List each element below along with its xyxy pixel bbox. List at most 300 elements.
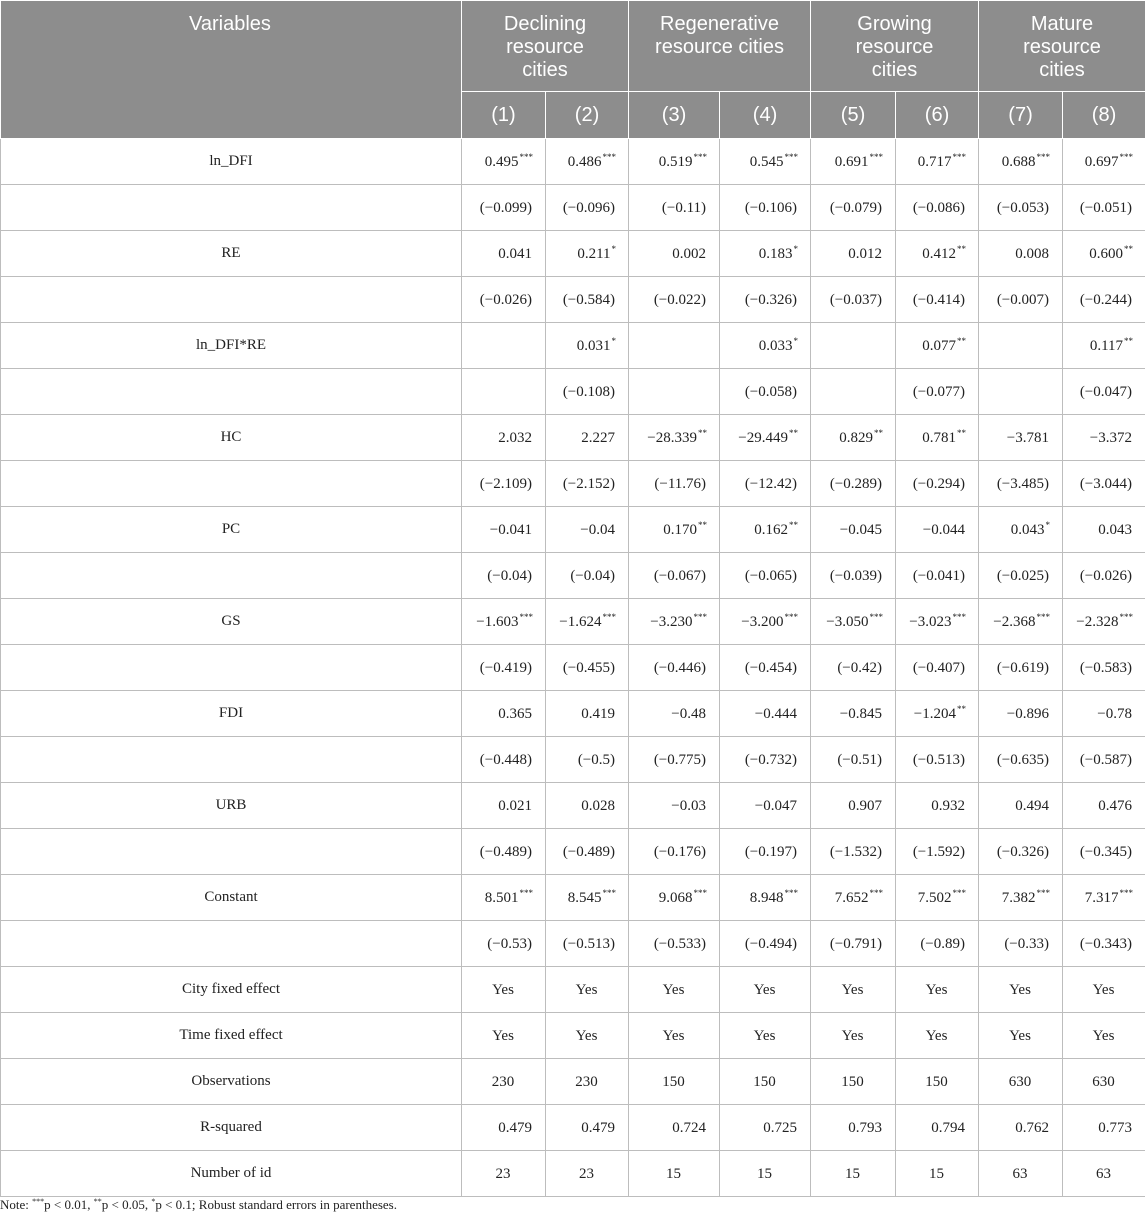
cell-value: Yes [575,1028,598,1044]
cell-value: (−0.345) [1079,844,1133,860]
row-label: RE [1,231,462,277]
table-cell [720,737,811,783]
cell-value: −0.845 [839,706,883,722]
cell-value: 0.486 [567,154,602,170]
cell-value: (−0.294) [912,476,966,492]
cell-value: 0.419 [581,706,616,722]
table-cell [546,1105,629,1151]
significance-stars: ** [1124,244,1134,254]
table-cell [629,1059,720,1105]
table-cell [629,829,720,875]
table-cell [629,783,720,829]
cell-value: 0.829 [839,430,874,446]
cell-value: 0.519 [658,154,693,170]
table-cell [1063,967,1145,1013]
table-row [1,231,1145,277]
cell-value: 7.502 [917,890,952,906]
cell-value: (−0.096) [562,200,616,216]
table-cell [720,691,811,737]
row-label [1,829,462,875]
cell-value: (−0.037) [829,292,883,308]
table-cell [546,507,629,553]
table-cell [811,1151,896,1197]
table-cell [896,783,979,829]
cell-value: 63 [1012,1166,1028,1182]
cell-value: (−0.067) [653,568,707,584]
cell-value: (−0.513) [562,936,616,952]
cell-value: 0.479 [498,1120,532,1136]
table-cell [979,921,1063,967]
group-header-growing [811,1,979,92]
table-cell [720,829,811,875]
row-label: City fixed effect [1,967,462,1013]
table-cell [896,599,979,645]
cell-value: −1.204 [913,706,957,722]
row-label: Observations [1,1059,462,1105]
table-cell [979,599,1063,645]
significance-stars: *** [1119,612,1134,622]
table-cell [462,875,546,921]
table-cell [629,507,720,553]
cell-value: −3.372 [1089,430,1133,446]
cell-value: −0.044 [922,522,966,538]
column-header: (5) [811,92,896,139]
table-cell [1063,231,1145,277]
column-header: (3) [629,92,720,139]
table-cell [629,921,720,967]
table-cell [462,185,546,231]
group-header-line: Regenerative [660,13,779,35]
variables-header: Variables [1,1,462,139]
table-row [1,1151,1145,1197]
table-cell [546,1059,629,1105]
table-cell [462,369,546,415]
cell-value: 0.932 [931,798,966,814]
note-star: * [151,1197,156,1206]
table-cell [979,691,1063,737]
table-row [1,645,1145,691]
table-cell [546,967,629,1013]
row-label: R-squared [1,1105,462,1151]
row-label: GS [1,599,462,645]
table-cell [979,139,1063,185]
table-row [1,323,1145,369]
table-cell [811,829,896,875]
significance-stars: * [793,244,799,254]
cell-value: 0.691 [834,154,869,170]
table-row [1,185,1145,231]
row-label [1,737,462,783]
cell-value: −0.041 [489,522,532,538]
cell-value: 2.227 [581,430,616,446]
cell-value: 0.170 [663,522,698,538]
cell-value: 0.545 [749,154,784,170]
table-cell [629,415,720,461]
table-row [1,415,1145,461]
table-cell [811,185,896,231]
cell-value: 0.002 [672,246,707,262]
table-cell [1063,185,1145,231]
significance-stars: *** [519,612,533,622]
table-cell [720,645,811,691]
significance-stars: * [611,244,617,254]
table-cell [462,645,546,691]
cell-value: 7.652 [834,890,869,906]
table-cell [896,1105,979,1151]
table-cell [896,1013,979,1059]
significance-stars: *** [602,612,617,622]
table-cell [1063,1013,1145,1059]
table-cell [979,185,1063,231]
cell-value: (−0.079) [829,200,883,216]
cell-value: 0.688 [1001,154,1036,170]
table-cell [979,323,1063,369]
table-note [0,1197,397,1213]
table-cell [546,599,629,645]
table-cell [546,139,629,185]
cell-value: 0.365 [498,706,532,722]
cell-value: 630 [1092,1074,1115,1090]
table-cell [462,737,546,783]
table-cell [462,415,546,461]
cell-value: Yes [841,982,864,998]
cell-value: (−0.099) [479,200,532,216]
table-cell [546,1013,629,1059]
table-row [1,461,1145,507]
group-header-line: resource [855,36,934,58]
significance-stars: *** [1119,888,1134,898]
cell-value: Yes [1092,982,1115,998]
table-cell [546,783,629,829]
table-cell [896,461,979,507]
significance-stars: *** [784,612,799,622]
cell-value: 0.725 [763,1120,798,1136]
table-cell [462,921,546,967]
table-cell [720,967,811,1013]
table-cell [979,1151,1063,1197]
table-cell [720,553,811,599]
table-cell [896,185,979,231]
cell-value: (−0.326) [744,292,798,308]
table-cell [896,829,979,875]
significance-stars: *** [869,152,884,162]
column-header: (7) [979,92,1063,139]
cell-value: (−0.289) [829,476,883,492]
table-cell [979,1105,1063,1151]
cell-value: 230 [575,1074,598,1090]
table-body [1,139,1145,1197]
significance-stars: * [611,336,617,346]
significance-stars: *** [602,152,617,162]
significance-stars: * [793,336,799,346]
group-header-declining [462,1,629,92]
cell-value: 15 [666,1166,682,1182]
cell-value: −0.045 [839,522,883,538]
cell-value: 630 [1008,1074,1032,1090]
table-cell [720,599,811,645]
table-cell [1063,921,1145,967]
table-cell [1063,737,1145,783]
table-cell [811,553,896,599]
group-header-regenerative [629,1,811,92]
table-cell [896,737,979,783]
table-cell [1063,645,1145,691]
table-row [1,507,1145,553]
table-row [1,875,1145,921]
table-row [1,1059,1145,1105]
cell-value: Yes [925,982,948,998]
cell-value: 23 [579,1166,594,1182]
cell-value: (−0.732) [744,752,798,768]
row-label [1,553,462,599]
cell-value: −3.023 [909,614,952,630]
cell-value: (−0.04) [570,568,616,584]
cell-value: 0.021 [498,798,532,814]
table-cell [462,323,546,369]
cell-value: 0.077 [922,338,957,354]
table-cell [462,1013,546,1059]
cell-value: 2.032 [498,430,532,446]
cell-value: 0.028 [581,798,616,814]
cell-value: Yes [575,982,598,998]
cell-value: 0.773 [1098,1120,1133,1136]
cell-value: 0.008 [1015,246,1050,262]
table-cell [1063,553,1145,599]
cell-value: (−0.583) [1079,660,1133,676]
cell-value: 8.501 [484,890,519,906]
row-label [1,921,462,967]
table-cell [720,415,811,461]
table-cell [720,507,811,553]
table-cell [979,415,1063,461]
table-cell [629,553,720,599]
table-cell [462,277,546,323]
table-cell [720,783,811,829]
cell-value: (−0.454) [744,660,798,676]
cell-value: 0.907 [848,798,883,814]
table-cell [546,415,629,461]
significance-stars: *** [952,152,967,162]
significance-stars: *** [952,888,967,898]
table-cell [546,277,629,323]
cell-value: (−0.026) [1079,568,1133,584]
table-cell [546,921,629,967]
significance-stars: *** [784,888,799,898]
cell-value: 0.031 [576,338,611,354]
cell-value: 63 [1096,1166,1112,1182]
table-cell [629,277,720,323]
cell-value: −3.230 [650,614,693,630]
cell-value: (−0.419) [479,660,532,676]
header-group-row [1,1,1145,92]
cell-value: Yes [925,1028,948,1044]
table-cell [546,691,629,737]
note-text: p < 0.05, [101,1197,152,1212]
cell-value: −0.896 [1006,706,1050,722]
cell-value: (−0.533) [653,936,707,952]
cell-value: Yes [753,982,776,998]
cell-value: −3.781 [1006,430,1050,446]
cell-value: (−0.026) [479,292,532,308]
cell-value: (−0.42) [837,660,883,676]
table-cell [896,553,979,599]
table-cell [720,185,811,231]
cell-value: (−0.33) [1004,936,1050,952]
cell-value: (−1.592) [912,844,966,860]
table-cell [1063,599,1145,645]
group-header-line: cities [871,59,918,81]
row-label [1,277,462,323]
group-header-line: Growing [857,13,932,35]
table-cell [720,323,811,369]
table-cell [629,1013,720,1059]
cell-value: (−0.106) [744,200,798,216]
table-cell [1063,783,1145,829]
table-cell [629,1151,720,1197]
table-row [1,967,1145,1013]
table-cell [462,691,546,737]
cell-value: (−0.047) [1079,384,1133,400]
table-cell [896,1059,979,1105]
cell-value: −3.050 [826,614,869,630]
row-label: Number of id [1,1151,462,1197]
cell-value: 0.043 [1098,522,1133,538]
table-cell [720,369,811,415]
table-cell [1063,369,1145,415]
table-cell [546,369,629,415]
row-label: PC [1,507,462,553]
cell-value: (−0.197) [744,844,798,860]
table-cell [462,231,546,277]
cell-value: −2.368 [993,614,1036,630]
table-cell [811,369,896,415]
group-header-mature [979,1,1145,92]
cell-value: 15 [929,1166,945,1182]
cell-value: (−0.446) [653,660,707,676]
table-cell [896,323,979,369]
cell-value: (−0.176) [653,844,707,860]
cell-value: −0.78 [1097,706,1133,722]
group-header-line: resource [1023,36,1101,58]
cell-value: 0.041 [498,246,532,262]
significance-stars: *** [693,152,708,162]
table-cell [811,323,896,369]
cell-value: (−0.058) [744,384,798,400]
table-cell [1063,507,1145,553]
row-label: ln_DFI*RE [1,323,462,369]
cell-value: (−11.76) [654,476,707,492]
cell-value: (−0.022) [653,292,707,308]
table-cell [896,875,979,921]
row-label [1,645,462,691]
table-cell [811,231,896,277]
row-label: Constant [1,875,462,921]
table-row [1,1105,1145,1151]
column-header: (6) [896,92,979,139]
table-cell [811,139,896,185]
cell-value: (−0.775) [653,752,707,768]
cell-value: 0.794 [931,1120,966,1136]
table-cell [720,1059,811,1105]
table-row [1,369,1145,415]
table-cell [1063,691,1145,737]
table-cell [629,323,720,369]
note-text: p < 0.1; Robust standard errors in parentheses. [155,1197,397,1212]
table-cell [720,461,811,507]
table-cell [546,231,629,277]
cell-value: 8.948 [749,890,784,906]
column-header: (4) [720,92,811,139]
significance-stars: ** [698,520,708,530]
cell-value: (−0.89) [920,936,966,952]
table-cell [546,323,629,369]
table-cell [811,967,896,1013]
significance-stars: *** [869,612,884,622]
cell-value: (−0.04) [487,568,532,584]
group-header-line: Declining [503,13,587,35]
table-header [1,1,1145,139]
cell-value: Yes [662,982,685,998]
cell-value: (−0.494) [744,936,798,952]
cell-value: 0.162 [754,522,789,538]
cell-value: (−2.152) [562,476,616,492]
table-cell [979,507,1063,553]
significance-stars: ** [957,704,967,714]
cell-value: (−0.489) [479,844,532,860]
table-cell [720,921,811,967]
cell-value: (−12.42) [744,476,798,492]
cell-value: (−0.039) [829,568,883,584]
table-cell [811,599,896,645]
significance-stars: *** [693,888,708,898]
table-cell [979,231,1063,277]
table-cell [811,1105,896,1151]
table-cell [546,875,629,921]
significance-stars: ** [957,336,967,346]
table-row [1,553,1145,599]
table-cell [1063,1105,1145,1151]
cell-value: −0.04 [580,522,616,538]
cell-value: 0.033 [758,338,793,354]
table-cell [720,875,811,921]
table-cell [720,1013,811,1059]
cell-value: −1.624 [559,614,602,630]
cell-value: 0.412 [922,246,957,262]
cell-value: 7.317 [1084,890,1119,906]
cell-value: −2.328 [1076,614,1119,630]
table-cell [896,415,979,461]
table-cell [811,507,896,553]
table-cell [546,553,629,599]
table-cell [720,1105,811,1151]
cell-value: (−0.407) [912,660,966,676]
cell-value: (−0.619) [996,660,1050,676]
cell-value: (−3.485) [996,476,1050,492]
table-row [1,1013,1145,1059]
table-cell [896,967,979,1013]
table-cell [811,461,896,507]
table-row [1,737,1145,783]
table-cell [629,461,720,507]
cell-value: Yes [1009,1028,1031,1044]
cell-value: (−1.532) [829,844,883,860]
table-cell [896,139,979,185]
row-label: FDI [1,691,462,737]
table-cell [462,139,546,185]
cell-value: (−0.587) [1079,752,1133,768]
table-cell [629,737,720,783]
table-cell [462,599,546,645]
